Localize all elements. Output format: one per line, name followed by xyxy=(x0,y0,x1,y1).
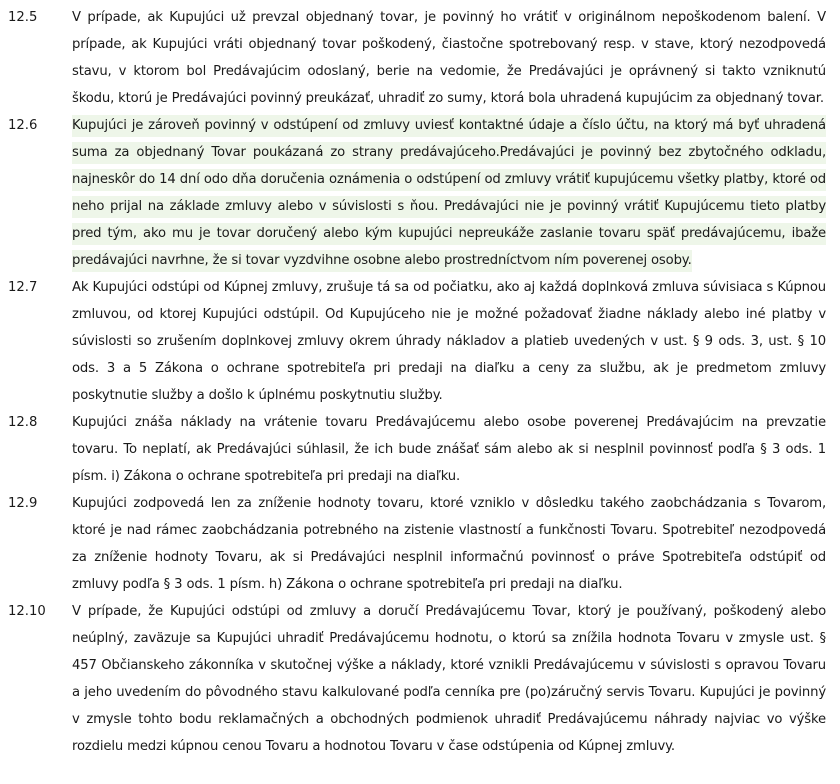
clause-number: 12.10 xyxy=(8,604,46,619)
clause-12-7 xyxy=(0,274,840,409)
clause-12-5 xyxy=(0,4,840,112)
clause-12-8 xyxy=(0,409,840,490)
clause-12-9 xyxy=(0,490,840,598)
clause-text: Ak Kupujúci odstúpi od Kúpnej zmluvy, zrušuje tá sa od počiatku, ako aj každá doplnková zmluva súvisiaca s Kúpnou zmluvou, od ktorej Kupujúci odstúpil. Od Kupujúceho nie je možné požadovať žiadne náklady alebo iné platby v súvislosti so zrušením doplnkovej zmluvy okrem úhrady nákladov a platieb uvedených v ust. § 9 ods. 3, ust. § 10 ods. 3 a 5 Zákona o ochrane spotrebiteľa pri predaji na diaľku a ceny za službu, ak je predmetom zmluvy poskytnutie služby a došlo k úplnému poskytnutiu služby. xyxy=(72,280,826,403)
clause-number: 12.9 xyxy=(8,496,38,511)
clause-12-10 xyxy=(0,598,840,760)
clause-number: 12.7 xyxy=(8,280,38,295)
clause-text: V prípade, že Kupujúci odstúpi od zmluvy a doručí Predávajúcemu Tovar, ktorý je používaný, poškodený alebo neúplný, zaväzuje sa Kupujúci uhradiť Predávajúcemu hodnotu, o ktorú sa znížila hodnota Tovaru v zmysle ust. § 457 Občianskeho zákonníka v skutočnej výške a náklady, ktoré vznikli Predávajúcemu v súvislosti s opravou Tovaru a jeho uvedením do pôvodného stavu kalkulované podľa cenníka pre (po)záručný servis Tovaru. Kupujúci je povinný v zmysle tohto bodu reklamačných a obchodných podmienok uhradiť Predávajúcemu náhrady najviac vo výške rozdielu medzi kúpnou cenou Tovaru a hodnotou Tovaru v čase odstúpenia od Kúpnej zmluvy. xyxy=(72,604,826,754)
clause-text: Kupujúci zodpovedá len za zníženie hodnoty tovaru, ktoré vzniklo v dôsledku takého zaobchádzania s Tovarom, ktoré je nad rámec zaobchádzania potrebného na zistenie vlastností a funkčnosti Tovaru. Spotrebiteľ nezodpovedá za zníženie hodnoty Tovaru, ak si Predávajúci nesplnil informačnú povinnosť o práve Spotrebiteľa odstúpiť od zmluvy podľa § 3 ods. 1 písm. h) Zákona o ochrane spotrebiteľa pri predaji na diaľku. xyxy=(72,496,826,592)
clause-12-6 xyxy=(0,112,840,274)
clause-number: 12.5 xyxy=(8,10,38,25)
clause-number: 12.6 xyxy=(8,118,38,133)
clause-number: 12.8 xyxy=(8,415,38,430)
clause-text: V prípade, ak Kupujúci už prevzal objednaný tovar, je povinný ho vrátiť v originálnom nepoškodenom balení. V prípade, ak Kupujúci vráti objednaný tovar poškodený, čiastočne spotrebovaný resp. v stave, ktorý nezodpovedá stavu, v ktorom bol Predávajúcim odoslaný, berie na vedomie, že Predávajúci je oprávnený si takto vzniknutú škodu, ktorú je Predávajúci povinný preukázať, uhradiť zo sumy, ktorá bola uhradená kupujúcim za objednaný tovar. xyxy=(72,10,826,106)
clause-text-highlighted xyxy=(72,112,826,274)
highlighted-text: Kupujúci je zároveň povinný v odstúpení od zmluvy uviesť kontaktné údaje a číslo účtu, na ktorý má byť uhradená suma za objednaný Tovar poukázaná zo strany predávajúceho.Predávajúci je povinný bez zbytočného odkladu, najneskôr do 14 dní odo dňa doručenia oznámenia o odstúpení od zmluvy vrátiť kupujúcemu všetky platby, ktoré od neho prijal na základe zmluvy alebo v súvislosti s ňou. Predávajúci nie je povinný vrátiť Kupujúcemu tieto platby pred tým, ako mu je tovar doručený alebo kým kupujúci nepreukáže zaslanie tovaru späť predávajúcemu, ibaže predávajúci navrhne, že si tovar vyzdvihne osobne alebo prostredníctvom ním poverenej osoby. xyxy=(72,115,826,272)
clause-text: Kupujúci znáša náklady na vrátenie tovaru Predávajúcemu alebo osobe poverenej Predávajúcim na prevzatie tovaru. To neplatí, ak Predávajúci súhlasil, že ich bude znášať sám alebo ak si nesplnil povinnosť podľa § 3 ods. 1 písm. i) Zákona o ochrane spotrebiteľa pri predaji na diaľku. xyxy=(72,415,826,484)
